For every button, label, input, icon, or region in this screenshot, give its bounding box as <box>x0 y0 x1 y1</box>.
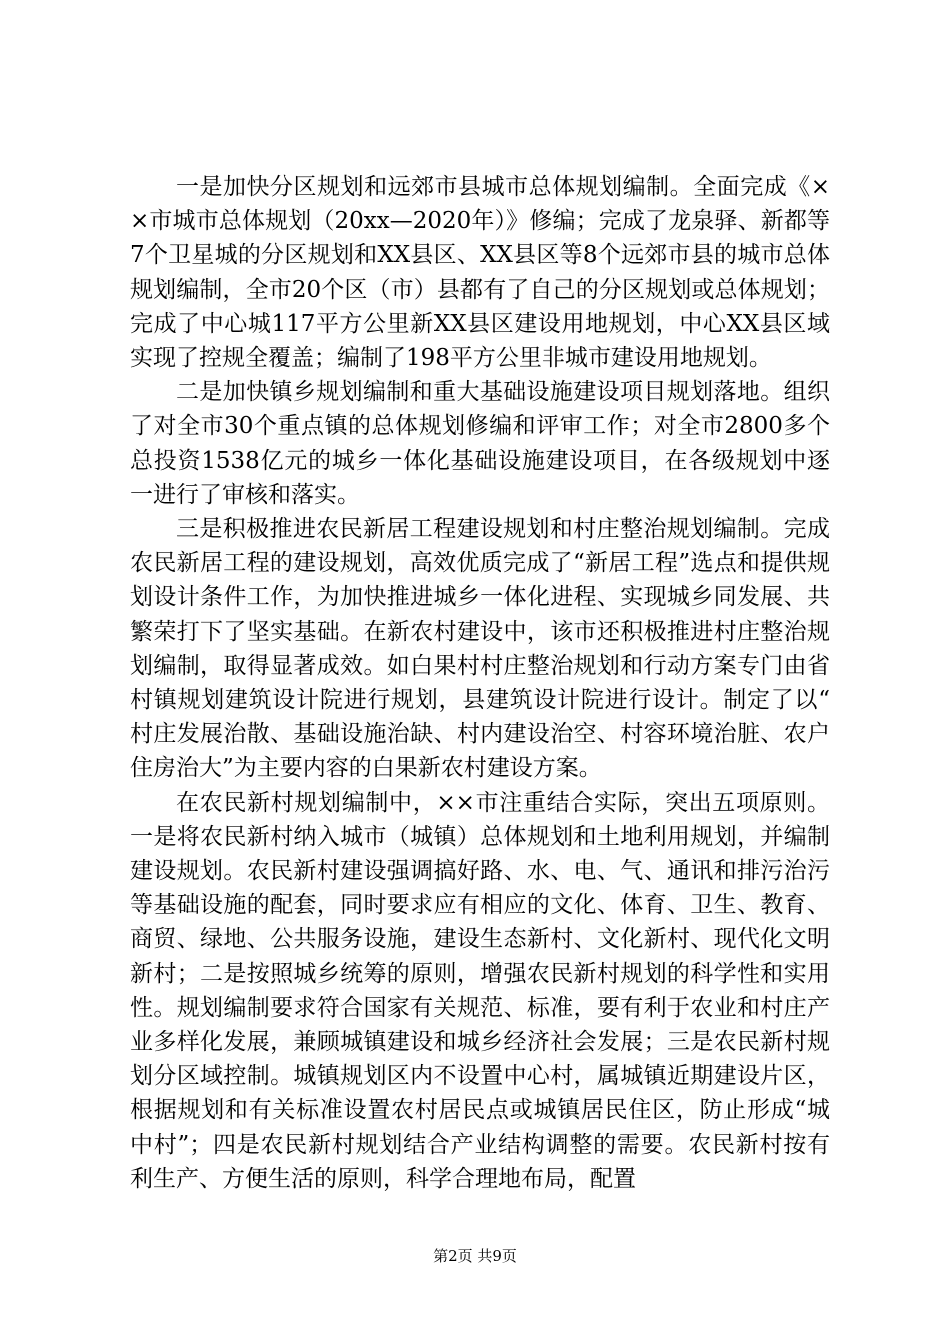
paragraph-new-residence: 三是积极推进农民新居工程建设规划和村庄整治规划编制。完成农民新居工程的建设规划，高效优质完成了“新居工程”选点和提供规划设计条件工作，为加快推进城乡一体化进程、实现城乡同发展、共繁荣打下了坚实基础。在新农村建设中，该市还积极推进村庄整治规划编制，取得显著成效。如白果村村庄整治规划和行动方案专门由省村镇规划建筑设计院进行规划，县建筑设计院进行设计。制定了以“村庄发展治散、基础设施治缺、村内建设治空、村容环境治脏、农户住房治大”为主要内容的白果新农村建设方案。 <box>130 516 830 782</box>
document-body <box>130 170 830 1196</box>
paragraph-zoning-plans: 一是加快分区规划和远郊市县城市总体规划编制。全面完成《××市城市总体规划（20xx—2020年）》修编；完成了龙泉驿、新都等7个卫星城的分区规划和XX县区、XX县区等8个远郊市县的城市总体规划编制，全市20个区（市）县都有了自己的分区规划或总体规划；完成了中心城117平方公里新XX县区建设用地规划，中心XX县区域实现了控规全覆盖；编制了198平方公里非城市建设用地规划。 <box>130 174 830 372</box>
paragraph-town-planning: 二是加快镇乡规划编制和重大基础设施建设项目规划落地。组织了对全市30个重点镇的总体规划修编和评审工作；对全市2800多个总投资1538亿元的城乡一体化基础设施建设项目，在各级规划中逐一进行了审核和落实。 <box>130 379 830 508</box>
page-number-footer: 第2页 共9页 <box>433 1247 517 1265</box>
paragraph-five-principles: 在农民新村规划编制中，××市注重结合实际，突出五项原则。一是将农民新村纳入城市（城镇）总体规划和土地利用规划，并编制建设规划。农民新村建设强调搞好路、水、电、气、通讯和排污治污等基础设施的配套，同时要求应有相应的文化、体育、卫生、教育、商贸、绿地、公共服务设施，建设生态新村、文化新村、现代化文明新村；二是按照城乡统筹的原则，增强农民新村规划的科学性和实用性。规划编制要求符合国家有关规范、标准，要有利于农业和村庄产业多样化发展，兼顾城镇建设和城乡经济社会发展；三是农民新村规划分区域控制。城镇规划区内不设置中心村，属城镇近期建设片区，根据规划和有关标准设置农村居民点或城镇居民住区，防止形成“城中村”；四是农民新村规划结合产业结构调整的需要。农民新村按有利生产、方便生活的原则，科学合理地布局，配置 <box>130 789 830 1192</box>
